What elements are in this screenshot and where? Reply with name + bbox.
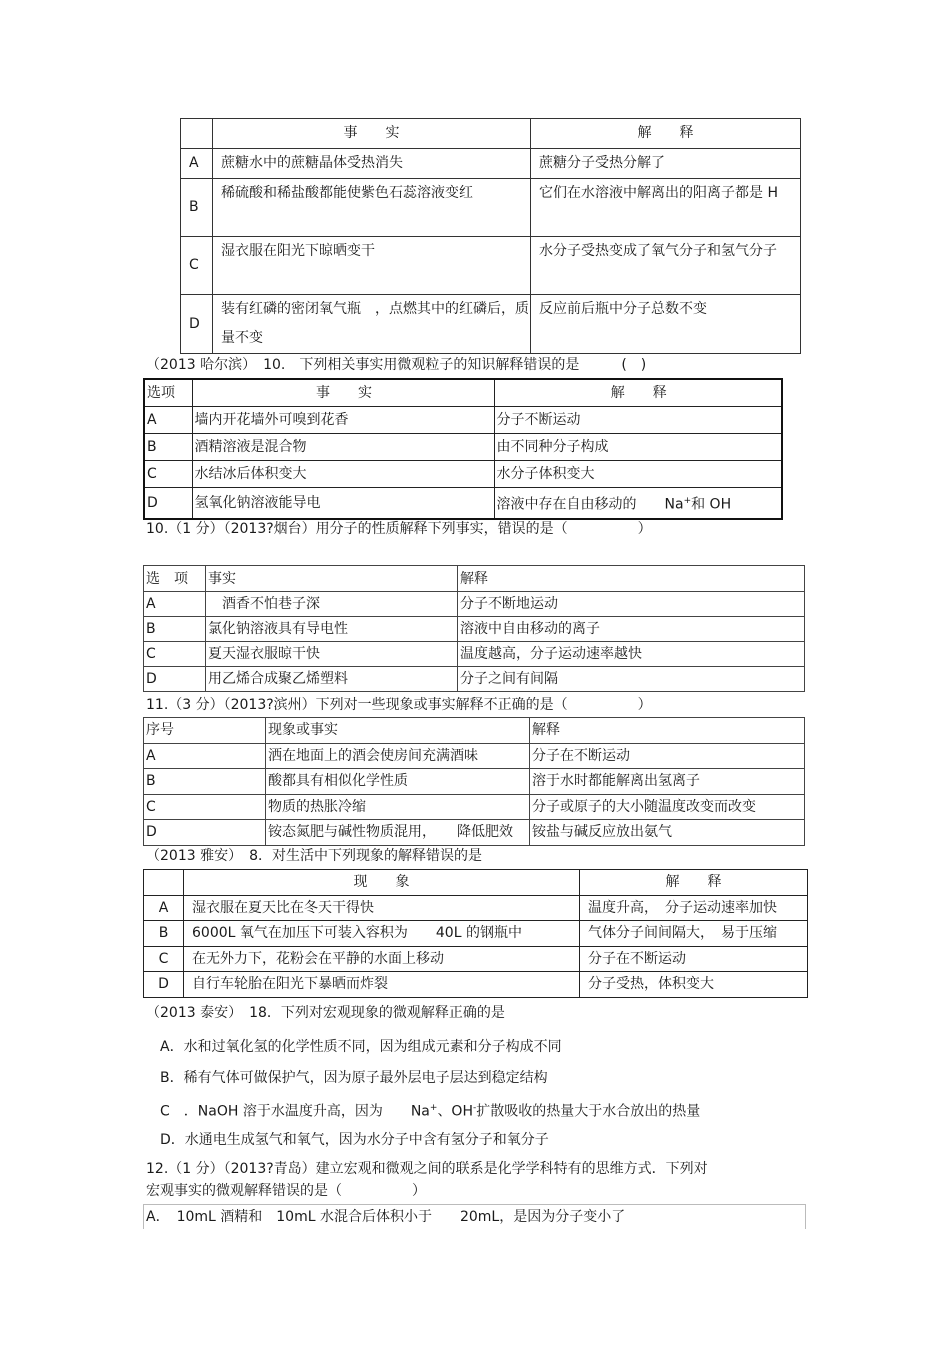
question-qingdao-line2: 宏观事实的微观解释错误的是（ ） [146,1183,426,1199]
option-cell: B [144,769,266,795]
explanation-cell: 反应前后瓶中分子总数不变 [531,295,801,354]
header-cell-explanation: 解 释 [494,379,782,407]
explanation-cell: 温度升高， 分子运动速率加快 [580,895,808,921]
fact-cell: 6000L 氧气在加压下可装入容积为 40L 的钢瓶中 [184,921,580,947]
option-cell: D [144,820,266,846]
fact-cell: 洒在地面上的酒会使房间充满酒味 [266,743,530,769]
fact-cell: 酒香不怕巷子深 [206,592,458,617]
table-row [144,642,805,667]
fact-cell: 自行车轮胎在阳光下暴晒而炸裂 [184,972,580,998]
explanation-cell: 分子受热，体积变大 [580,972,808,998]
table-row [144,895,808,921]
option-cell: A [144,592,206,617]
header-cell-fact: 现 象 [184,870,580,896]
table-row [181,149,801,179]
option-cell: B [144,434,192,461]
header-cell-explanation: 解释 [530,718,805,744]
table-row [144,794,805,820]
header-cell-explanation: 解 释 [580,870,808,896]
header-cell-option: 选项 [144,379,192,407]
fact-cell: 水结冰后体积变大 [192,461,494,488]
explanation-cell: 温度越高，分子运动速率越快 [458,642,805,667]
table-header-row [181,119,801,149]
option-cell: C [144,946,184,972]
taian-option-c-tail: 扩散吸收的热量大于水合放出的热量 [476,1103,701,1120]
table-row [144,488,782,519]
ion-charge: + [429,1103,438,1113]
table-header-row [144,870,808,896]
table-facts-4 [143,717,805,846]
option-cell: C [144,642,206,667]
table-header-row [144,566,805,592]
option-cell: A [181,149,213,179]
fact-cell: 物质的热胀冷缩 [266,794,530,820]
table-row [144,592,805,617]
header-cell-fact: 事实 [206,566,458,592]
fact-cell: 氢氧化钠溶液能导电 [192,488,494,519]
explanation-text: 溶液中存在自由移动的 Na [496,496,684,513]
header-cell-fact: 事 实 [192,379,494,407]
table-row [144,946,808,972]
table-row [144,820,805,846]
table-facts-3 [143,565,805,692]
table-row [144,921,808,947]
qingdao-option-box [143,1204,806,1229]
explanation-cell: 分子不断运动 [494,407,782,434]
explanation-cell: 气体分子间间隔大， 易于压缩 [580,921,808,947]
fact-cell: 夏天湿衣服晾干快 [206,642,458,667]
taian-option-c-mid: 、OH [437,1103,473,1120]
table-row [144,972,808,998]
fact-cell: 湿衣服在夏天比在冬天干得快 [184,895,580,921]
explanation-cell: 溶于水时都能解离出氢离子 [530,769,805,795]
explanation-cell: 蔗糖分子受热分解了 [531,149,801,179]
question-binzhou: 11.（3 分）（2013?滨州）下列对一些现象或事实解释不正确的是（ ） [146,697,652,713]
table-row [181,237,801,295]
fact-cell: 蔗糖水中的蔗糖晶体受热消失 [213,149,531,179]
taian-option-c-text: C ．NaOH 溶于水温度升高，因为 Na [160,1103,430,1120]
table-facts-2 [143,378,783,520]
question-yantai: 10.（1 分）（2013?烟台）用分子的性质解释下列事实，错误的是（ ） [146,521,652,537]
taian-option-b: B．稀有气体可做保护气，因为原子最外层电子层达到稳定结构 [160,1070,548,1086]
qingdao-option-a: A． 10mL 酒精和 10mL 水混合后体积小于 20mL，是因为分子变小了 [146,1209,626,1225]
option-cell: C [144,461,192,488]
option-cell: B [144,921,184,947]
table-header-row [144,718,805,744]
header-cell-option: 选 项 [144,566,206,592]
fact-cell: 铵态氮肥与碱性物质混用， 降低肥效 [266,820,530,846]
header-cell-option [144,870,184,896]
taian-option-d: D．水通电生成氢气和氧气，因为水分子中含有氢分子和氧分子 [160,1132,549,1148]
header-cell-option [181,119,213,149]
table-row [181,295,801,354]
question-taian: （2013 泰安） 18．下列对宏观现象的微观解释正确的是 [146,1005,505,1021]
fact-cell: 酒精溶液是混合物 [192,434,494,461]
fact-cell: 湿衣服在阳光下晾晒变干 [213,237,531,295]
header-cell-fact: 事 实 [213,119,531,149]
table-facts-1 [180,118,801,354]
table-row [144,434,782,461]
table-row [181,179,801,237]
taian-option-c [160,1098,700,1122]
header-cell-explanation: 解释 [458,566,805,592]
header-cell-explanation: 解 释 [531,119,801,149]
question-harbin: （2013 哈尔滨） 10. 下列相关事实用微观粒子的知识解释错误的是 ( ) [146,357,647,373]
option-cell: A [144,743,266,769]
option-cell: B [144,617,206,642]
header-cell-option: 序号 [144,718,266,744]
question-yaan: （2013 雅安） 8．对生活中下列现象的解释错误的是 [146,848,482,864]
fact-cell: 装有红磷的密闭氧气瓶 ，点燃其中的红磷后，质量不变 [213,295,531,354]
explanation-cell: 水分子受热变成了氧气分子和氢气分子 [531,237,801,295]
explanation-tail: 和 OH [691,496,732,513]
fact-cell: 用乙烯合成聚乙烯塑料 [206,667,458,692]
fact-cell: 氯化钠溶液具有导电性 [206,617,458,642]
fact-cell: 墙内开花墙外可嗅到花香 [192,407,494,434]
fact-cell: 在无外力下，花粉会在平静的水面上移动 [184,946,580,972]
question-qingdao-line1: 12.（1 分）（2013?青岛）建立宏观和微观之间的联系是化学学科特有的思维方式．下列对 [146,1161,708,1177]
option-cell: A [144,895,184,921]
option-cell: C [181,237,213,295]
explanation-cell: 它们在水溶液中解离出的阳离子都是 H [531,179,801,237]
explanation-cell: 分子在不断运动 [530,743,805,769]
table-row [144,743,805,769]
taian-option-a: A．水和过氧化氢的化学性质不同，因为组成元素和分子构成不同 [160,1039,562,1055]
ion-charge: + [683,496,692,506]
fact-cell: 酸都具有相似化学性质 [266,769,530,795]
explanation-cell: 水分子体积变大 [494,461,782,488]
table-row [144,407,782,434]
explanation-cell: 分子不断地运动 [458,592,805,617]
explanation-cell: 由不同种分子构成 [494,434,782,461]
option-cell: D [181,295,213,354]
table-header-row [144,379,782,407]
explanation-cell: 溶液中自由移动的离子 [458,617,805,642]
option-cell: D [144,488,192,519]
table-row [144,461,782,488]
option-cell: D [144,667,206,692]
table-row [144,769,805,795]
explanation-cell: 分子之间有间隔 [458,667,805,692]
ion-charge: - [472,1103,477,1113]
table-row [144,667,805,692]
table-facts-5 [143,869,808,998]
explanation-cell [494,488,782,519]
explanation-cell: 铵盐与碱反应放出氨气 [530,820,805,846]
table-row [144,617,805,642]
option-cell: B [181,179,213,237]
explanation-cell: 分子或原子的大小随温度改变而改变 [530,794,805,820]
option-cell: A [144,407,192,434]
fact-cell: 稀硫酸和稀盐酸都能使紫色石蕊溶液变红 [213,179,531,237]
explanation-cell: 分子在不断运动 [580,946,808,972]
option-cell: D [144,972,184,998]
header-cell-fact: 现象或事实 [266,718,530,744]
option-cell: C [144,794,266,820]
